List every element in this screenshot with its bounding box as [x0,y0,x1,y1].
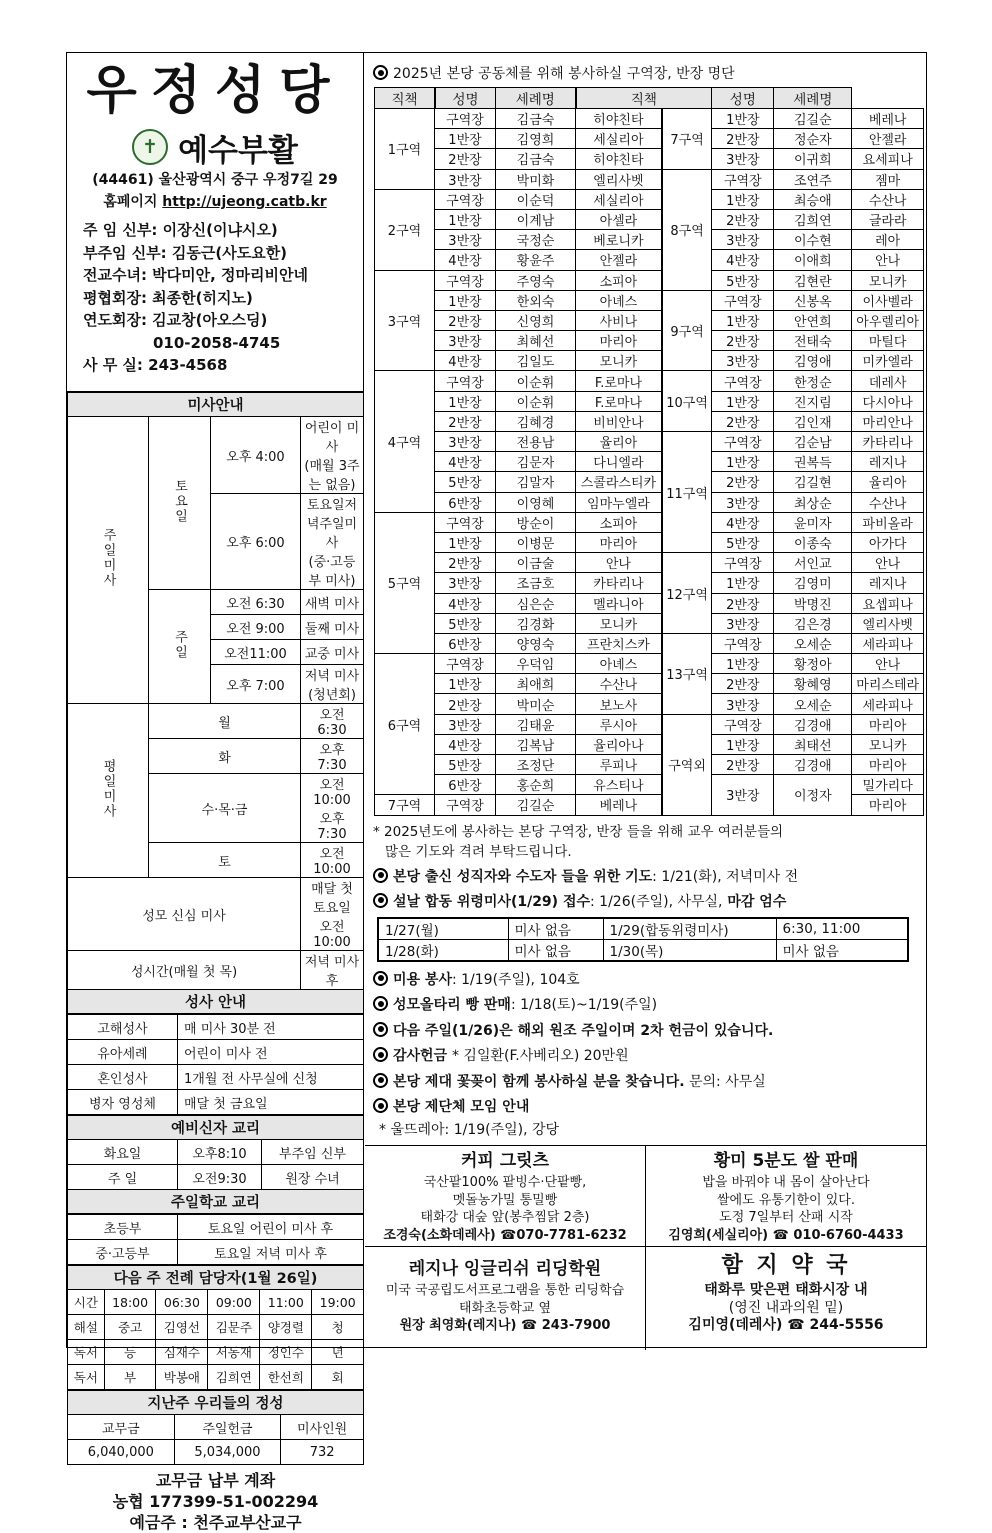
roster-row: 1반장 김영희 세실리아 2반장 정순자 안젤라 [375,129,924,149]
roster-row: 2반장 김혜경 비비안나 2반장 김인재 마리안나 [375,411,924,431]
mass-table: 미사안내 주일미사 토요일 오후 4:00 어린이 미사 (매월 3주는 없음) 오후 6:00 토요일저녁주일미사 (중·고등부 미사) 주일 오전 6:30 새벽 미사 오전 9:00 둘째 미사 오전11:00 교중 미사 오후 7:00 저녁 미사(청년회) 평일미사 월 오전 6:30 화 오후 7:30 수·목·금 오전 10:00 오후 7:30 토 오전 10:00 성모 신심 미사 매달 첫 토요일 오전 10:00 성시간(매월 첫 목) 저녁 미사 후 성사 안내 [67,392,364,1014]
bullet-icon [373,996,388,1011]
roster-row: 1반장 최애희 수산나 2반장 황혜영 마리스테라 [375,674,924,694]
district-label: 7구역 [375,795,435,815]
roster-row: 6반장 이영혜 임마누엘라 3반장 최상순 수산나 [375,492,924,512]
roster-row: 4반장 심은순 멜라니아 2반장 박명진 요셉피나 [375,593,924,613]
roster-row: 6구역 구역장 우덕임 아녜스 1반장 황정아 안나 [375,654,924,674]
offering-table: 지난주 우리들의 정성 교무금 주일헌금 미사인원 6,040,000 5,034,000 732 [67,1390,364,1465]
district-label: 9구역 [662,290,712,371]
homepage-link[interactable]: http://ujeong.catb.kr [162,194,327,210]
subtitle-row [67,125,363,169]
district-label: 12구역 [662,553,712,634]
roster-row: 4반장 김문자 다니엘라 1반장 권복득 레지나 [375,452,924,472]
sunday-mass-label: 주일미사 [100,528,116,588]
roster-row: 1반장 이병문 마리아 5반장 이종숙 아가다 [375,532,924,552]
mass-time: 오후 6:00 [211,494,301,590]
roster-row: 3반장 국정순 베로니카 3반장 이수현 레아 [375,230,924,250]
mass-time: 오후 4:00 [211,417,301,494]
homepage-line: 홈페이지 http://ujeong.catb.kr [103,194,327,210]
bullet-icon [373,971,388,986]
roster-row: 5구역 구역장 방순이 소피아 4반장 윤미자 파비올라 [375,512,924,532]
group-detail: * 울뜨레아: 1/19(주일), 강당 [379,1121,560,1138]
roster-row: 4반장 김복남 율리아나 1반장 최태선 모니카 [375,734,924,754]
parish-title: 우정성당 [86,60,344,121]
office-phone: 사 무 실: 243-4568 [83,356,228,374]
section-title: 다음 주 전례 담당자(1월 26일) [68,1266,364,1290]
bullet-icon [373,868,388,883]
district-label: 3구역 [375,270,435,371]
roster-row: 4구역 구역장 이순휘 F.로마나 10구역 구역장 한정순 데레사 [375,371,924,391]
section-title: 예비신자 교리 [68,1116,364,1140]
staff-phone: 010-2058-4745 [153,333,281,352]
district-label: 8구역 [662,169,712,290]
staff-item: 부주임 신부: 김동근(사도요한) [83,243,288,262]
bullet-icon [373,1047,388,1062]
address: (44461) 울산광역시 중구 우정7길 29 [92,172,338,188]
parish-logo-icon: ✝ [132,129,168,165]
notice-list [365,968,926,1139]
bulletin-page [66,52,927,1532]
bullet-icon [373,1098,388,1113]
notice-mission: 다음 주일(1/26)은 해외 원조 주일이며 2차 헌금이 있습니다. [373,1019,926,1045]
roster-heading: 2025년 본당 공동체를 위해 봉사하실 구역장, 반장 명단 [365,63,926,85]
roster-row: 2구역 구역장 이순덕 세실리아 1반장 최승애 수산나 [375,189,924,209]
notice-prayer: 본당 출신 성직자와 수도자 들을 위한 기도: 1/21(화), 저녁미사 전 [365,866,926,888]
district-label: 6구역 [375,654,435,795]
bullet-icon [373,1073,388,1088]
roster-row: 2반장 김금숙 히야친타 3반장 이귀희 요세피나 [375,149,924,169]
notice-beauty: 미용 봉사: 1/19(주일), 104호 [373,968,926,994]
section-title: 성사 안내 [68,990,364,1014]
district-label: 1구역 [375,109,435,190]
roster-row: 3반장 김태윤 루시아 구역외 구역장 김경애 마리아 [375,714,924,734]
roster-row: 3구역 구역장 주영숙 소피아 5반장 김현란 모니카 [375,270,924,290]
roster-row: 5반장 김말자 스콜라스티카 2반장 김길현 율리아 [375,472,924,492]
right-panel [365,53,926,1347]
roster-row: 1반장 이계남 아셀라 2반장 김희연 글라라 [375,209,924,229]
staff-item: 연도회장: 김교창(아오스딩) [83,311,268,329]
district-label: 13구역 [662,633,712,714]
roster-row: 5반장 조정단 루피나 2반장 김경애 마리아 [375,755,924,775]
roster-row: 4반장 김일도 모니카 3반장 김영애 미카엘라 [375,351,924,371]
roster-row: 5반장 김경화 모니카 3반장 김은경 엘리사벳 [375,613,924,633]
staff-item: 전교수녀: 박다미안, 정마리비안네 [83,266,309,284]
roster-row: 3반장 전용남 율리아 11구역 구역장 김순남 카타리나 [375,432,924,452]
staff-item: 평협회장: 최종한(히지노) [83,288,253,307]
bullet-icon [373,893,388,908]
school-table: 초등부 토요일 어린이 미사 후 중·고등부 토요일 저녁 미사 후 [67,1214,364,1265]
district-label: 2구역 [375,189,435,270]
staff-item: 주 임 신부: 이장신(이냐시오) [83,221,278,239]
notice-flower: 본당 제대 꽃꽂이 함께 봉사하실 분을 찾습니다. 문의: 사무실 [373,1070,926,1096]
roster-row: 1구역 구역장 김금숙 히야친타 7구역 1반장 김길순 베레나 [375,109,924,129]
staff-list [83,219,363,374]
roster-row: 2반장 이금술 안나 12구역 구역장 서인교 안나 [375,553,924,573]
section-title: 미사안내 [68,393,364,417]
section-title: 주일학교 교리 [68,1190,364,1214]
subtitle: 예수부활 [178,132,298,169]
district-label: 7구역 [662,109,712,170]
ad-rice: 황미 5분도 쌀 판매 밥을 바꿔야 내 몸이 살아난다 쌀에도 유통기한이 있다. 도정 7일부터 산패 시작 김영희(세실리아) ☎ 010-6760-4433 [668,1151,904,1243]
sacrament-table: 고해성사 매 미사 30분 전 유아세례 어린이 미사 전 혼인성사 1개월 전 사무실에 신청 병자 영성체 매달 첫 금요일 [67,1014,364,1115]
district-label: 4구역 [375,371,435,512]
notice-thanks: 감사헌금 * 김일환(F.사베리오) 20만원 [373,1044,926,1070]
duty-table: 다음 주 전례 담당자(1월 26일) 시간 18:00 06:30 09:00 11:00 19:00 해설 중고 김영선 김문주 양경렬 청 독서 등 심재수 서동재 정인수 년 독서 부 박봉애 김희연 한선희 회 [67,1265,364,1390]
bullet-icon [373,1022,388,1037]
roster-row: 7구역 구역장 김길순 베레나 마리아 [375,795,924,815]
ads-area [365,1145,926,1349]
mass-schedule [67,391,364,1533]
left-panel [67,53,364,1532]
roster-row: 2반장 신영희 사비나 1반장 안연희 아우렐리아 [375,310,924,330]
week-schedule-table: 1/27(월) 미사 없음 1/29(합동위령미사) 6:30, 11:00 1/28(화) 미사 없음 1/30(목) 미사 없음 [377,917,909,962]
saturday-label: 토요일 [172,478,187,524]
sunday-label: 주일 [172,629,187,660]
weekday-mass-label: 평일미사 [100,758,116,819]
district-label: 구역외 [662,714,712,815]
section-title: 지난주 우리들의 정성 [68,1391,364,1415]
catechumen-table: 예비신자 교리 화요일 오후8:10 부주임 신부 주 일 오전9:30 원장 수녀 주일학교 교리 [67,1115,364,1214]
notice-memorial: 설날 합동 위령미사(1/29) 접수: 1/26(주일), 사무실, 마감 엄수 [365,891,926,913]
ad-academy: 레지나 잉글리쉬 리딩학원 미국 국공립도서프로그램을 통한 리딩학습 태화초등학교 옆 원장 최영화(레지나) ☎ 243-7900 [385,1259,625,1333]
ad-pharmacy: 함 지 약 국 태화루 맞은편 태화시장 내 (영진 내과의원 밑) 김미영(데레사) ☎ 244-5556 [688,1253,884,1333]
bullet-icon [373,65,388,80]
roster-row: 6반장 양영숙 프란치스카 13구역 구역장 오세순 세라피나 [375,633,924,653]
district-label: 10구역 [662,371,712,432]
roster-row: 1반장 이순휘 F.로마나 1반장 진지림 다시아나 [375,391,924,411]
roster-note: * 2025년도에 봉사하는 본당 구역장, 반장 들을 위해 교우 여러분들의 많은 기도와 격려 부탁드립니다. [373,823,784,860]
roster-row: 1반장 한외숙 아녜스 9구역 구역장 신봉옥 이사벨라 [375,290,924,310]
notice-bread: 성모올타리 빵 판매: 1/18(토)~1/19(주일) [373,993,926,1019]
roster-row: 2반장 박미순 보노사 3반장 오세순 세라피나 [375,694,924,714]
roster-row: 3반장 최혜선 마리아 2반장 전태숙 마틸다 [375,331,924,351]
account-box: 교무금 납부 계좌 농협 177399-51-002294 예금주 : 천주교부산교구 [112,1471,319,1532]
ad-coffee: 커피 그릿츠 국산팥100% 팥빙수·단팥빵, 멧돌농가밀 통밀빵 태화강 대숲 앞(봉추찜닭 2층) 조경숙(소화데레사) ☎070-7781-6232 [383,1151,627,1243]
roster-row: 3반장 박미화 엘리사벳 8구역 구역장 조연주 젬마 [375,169,924,189]
district-label: 11구역 [662,432,712,553]
roster-table: 직책 성명 세례명 직책 성명 세례명 1구역 구역장 김금숙 히야친타 7구역 1반장 김길순 베레나 1반장 김영희 세실리아 2반장 정순자 안젤라 2반장 김금숙 히야친타 3반장 이귀희 요세피나 3반장 박미화 엘리사벳 8구역 구역장 조연주 젬마 2구역 구역장 이순덕 세실리아 1반장 최승애 수산나 1반장 이계남 아셀라 2반장 김희연 글라라 3반장 국정순 베로니카 3반장 이수현 레아 4반장 황윤주 안젤라 4반장 이애희 안나 3구역 구역장 주영숙 소피아 5반장 김현란 모니카 1반장 한외숙 아녜스 9구역 구역장 신봉옥 이사벨라 2반장 신영희 사비나 1반장 안연희 아우렐리아 3반장 최혜선 마리아 2반장 전태숙 마틸다 4반장 김일도 모니카 3반장 김영애 미카엘라 4구역 구역장 이순휘 F.로마나 10구역 구역장 한정순 데레사 1반장 이순휘 F.로마나 1반장 진지림 다시아나 2반장 김혜경 비비안나 2반장 김인재 마리안나 3반장 전용남 율리아 11구역 구역장 김순남 카타리나 4반장 김문자 다니엘라 1반장 권복득 레지나 5반장 김말자 스콜라스티카 2반장 김길현 율리아 6반장 이영혜 임마누엘라 3반장 최상순 수산나 5구역 구역장 방순이 소피아 4반장 윤미자 파비올라 1반장 이병문 마리아 5반장 이종숙 아가다 2반장 이금술 안나 12구역 구역장 서인교 안나 3반장 조금호 카타리나 1반장 김영미 레지나 4반장 심은순 멜라니아 2반장 박명진 요셉피나 5반장 김경화 모니카 3반장 김은경 엘리사벳 6반장 양영숙 프란치스카 13구역 구역장 오세순 세라피나 6구역 구역장 우덕임 아녜스 1반장 황정아 안나 1반장 최애희 수산나 2반장 황혜영 마리스테라 2반장 박미순 보노사 3반장 오세순 세라피나 3반장 김태윤 루시아 구역외 구역장 김경애 마리아 4반장 김복남 율리아나 1반장 최태선 모니카 5반장 조정단 루피나 2반장 김경애 마리아 6반장 홍순희 유스티나 3반장 이정자 밀가리다 7구역 구역장 김길순 베레나 마리아 [374,87,924,816]
roster-row: 3반장 조금호 카타리나 1반장 김영미 레지나 [375,573,924,593]
notice-group: 본당 제단체 모임 안내 [373,1095,926,1121]
district-label: 5구역 [375,512,435,653]
roster-row: 4반장 황윤주 안젤라 4반장 이애희 안나 [375,250,924,270]
roster-row: 6반장 홍순희 유스티나 3반장 이정자 밀가리다 [375,775,924,795]
